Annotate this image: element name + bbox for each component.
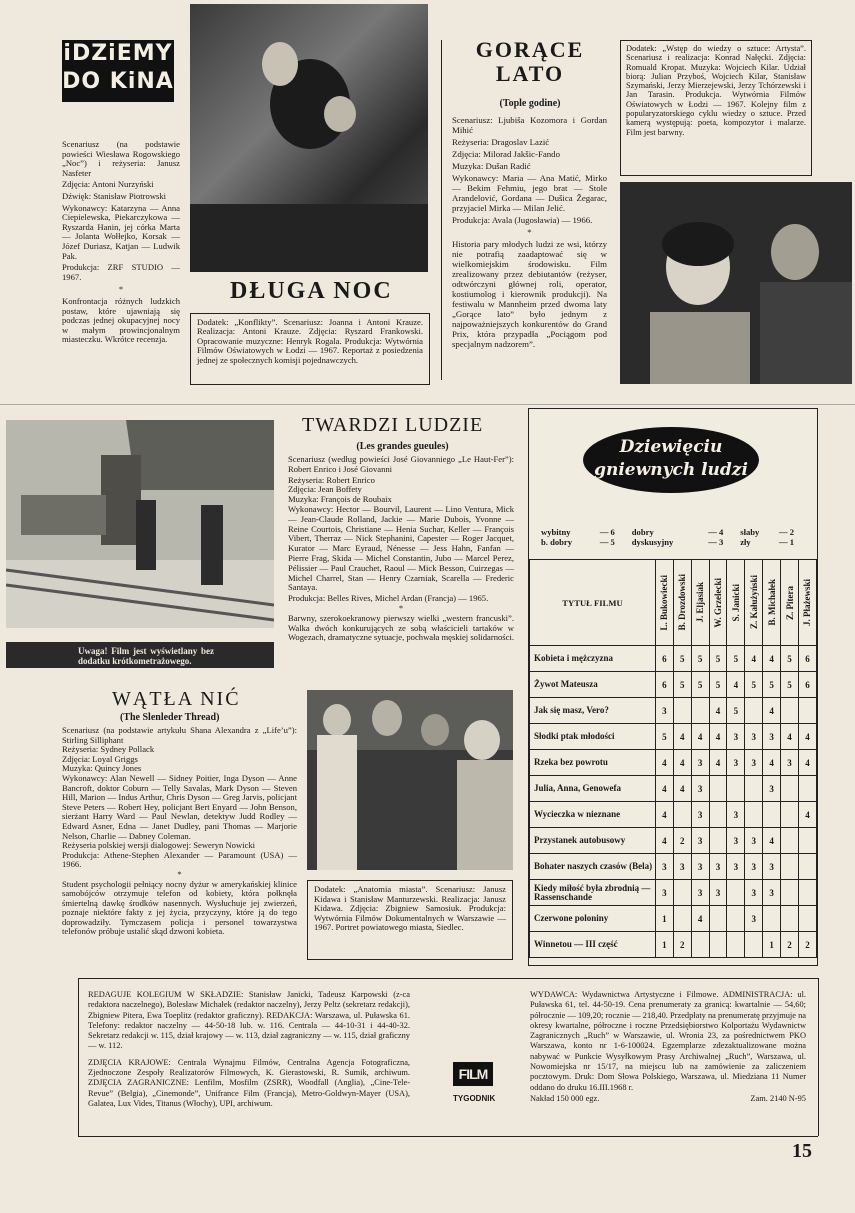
critic-name: B. Drozdowski (677, 574, 688, 631)
rating-score (709, 828, 727, 854)
rating-score (781, 880, 799, 906)
rating-score (798, 828, 816, 854)
tygodnik-label: TYGODNIK (453, 1094, 496, 1103)
rating-score: 5 (709, 646, 727, 672)
critic-name: W. Grzelecki (713, 577, 724, 628)
rating-score: 1 (655, 932, 673, 958)
rating-score: 5 (763, 672, 781, 698)
rating-film-title: Kobieta i mężczyzna (530, 646, 656, 672)
footer-logo (453, 1062, 496, 1103)
ratings-badge-line-2: gniewnych ludzi (594, 460, 748, 480)
rating-score (673, 880, 691, 906)
gorace-lato-title-line-1: GORĄCE (475, 37, 585, 62)
rating-score (781, 906, 799, 932)
legend-cell: b. dobry (541, 537, 573, 547)
rating-row (530, 880, 817, 906)
rating-film-title: Słodki ptak młodości (530, 724, 656, 750)
rating-score: 4 (691, 906, 709, 932)
twardzi-ludzie-zdjecia: Zdjęcia: Jean Boffety (288, 484, 362, 495)
gorace-lato-title (455, 38, 605, 86)
watla-nic-wykonawcy: Wykonawcy: Alan Newell — Sidney Poitier, Inga Dyson — Anne Bancroft, doktor Coburn — Telly Savalas, Mark Dyson — Steven Hill, Marion — Indus Arthur, Chris Dyson — Greg Jarvis, policjant Steve Peters — Robert Hey, policjant Bert Enyard — John Benson, sierżant Harry Ward — Paul Newlan, detektyw Judd Rodley — Edward Asner, Edna — Janet Dudley, pani Thomas — Marjorie Nelson, Charlie — Dabney Coleman. (62, 772, 297, 841)
dluga-noc-produkcja: Produkcja: ZRF STUDIO — 1967. (62, 262, 180, 282)
legend-cell: — 1 (779, 537, 795, 547)
dluga-noc-dzwiek: Dźwięk: Stanisław Piotrowski (62, 190, 167, 201)
gorace-lato-star: * (527, 227, 532, 237)
critic-name: B. Michałek (766, 579, 777, 626)
rating-score: 4 (655, 776, 673, 802)
footer-redakcja: REDAGUJE KOLEGIUM W SKŁADZIE: Stanisław Janicki, Tadeusz Karpowski (z-ca redaktora naczelnego), Bolesław Michałek (redaktor naczelny), Jerzy Peltz (sekretarz redakcji), Zbigniew Pitera, Ewa Toeplitz (redaktor graficzny). REDAKCJA: Warszawa, ul. Puławska 61. Telefony: redaktor naczelny — 44-50-18 lub. w. 116. Centrala — 44-10-31 i 44-40-32. Sekretarz redakcji w. 115, dział krajowy — w. 113, dział zagraniczny — w. 115, dział graficzny — w. 112. (88, 990, 410, 1051)
gorace-lato-zdjecia: Zdjęcia: Milorad Jakšic-Fando (452, 149, 560, 159)
dluga-noc-wykonawcy: Wykonawcy: Katarzyna — Anna Ciepielewska, Piekarczykowa — Ryszarda Hanin, jej córka Marta — Jolanta Wołłejko, Korsak — Józef Duriasz, Katjan — Ludwik Pak. (62, 202, 180, 261)
rating-score (745, 802, 763, 828)
critic-header (673, 560, 691, 646)
rating-score: 3 (727, 802, 745, 828)
rating-score: 4 (655, 802, 673, 828)
footer-zdjecia: ZDJĘCIA KRAJOWE: Centrala Wynajmu Filmów, Centralna Agencja Fotograficzna, Zjednoczone Zespoły Realizatorów Filmowych, K. Gierastowski, R. Sumik, archiwum. ZDJĘCIA ZAGRANICZNE: Lenfilm, Mosfilm (ZSRR), Woodfall (Anglia), „Cine-Tele-Revue” (Belgia), „Cinemonde”, Unifrance Film (Francja), Metro-Goldwyn-Mayer (USA), Galatea, Lux Vides, Titanus (Włochy), UPI, archiwum. (88, 1057, 410, 1108)
rating-score: 4 (745, 646, 763, 672)
twardzi-ludzie-uwaga (6, 642, 274, 668)
rating-score: 4 (763, 646, 781, 672)
watla-nic-opis: Student psychologii pełniący nocny dyżur w amerykańskiej klinice samobójców otrzymuje telefon od kobiety, która połknęła śmiertelną dawkę środków nasennych. Wysłuchuje jej zwierzeń, poznaje niektóre fakty z jej życia, przyczyny, które ją do tego doprowadziły. Tymczasem policja i personel towarzystwa telefonów próbuje ustalić skąd dzwoni kobieta. (62, 878, 297, 937)
rating-score: 2 (673, 828, 691, 854)
footer-wydawca: WYDAWCA: Wydawnictwa Artystyczne i Filmowe. ADMINISTRACJA: ul. Puławska 61, tel. 44-50-19. Cena prenumeraty za granicą: kwartalnie — 54,60; półrocznie — 109,20; rocznie — 218,40. Przedpłaty na prenumeratę przyjmuje na okresy kwartalne, półroczne i roczne Przedsiębiorstwo Kolportażu Wydawnictw Zagranicznych „Ruch” w Warszawie, ul. Wronia 23, za pośrednictwem PKO Warszawa, konto nr 1-6-100024. Egzemplarze zdezaktualizowane można nabywać w Punkcie Wysyłkowym Prasy Archiwalnej „Ruch”, Warszawa, ul. Nowomiejska nr 15/17, na miejscu lub na zamówienie za zaliczeniem pocztowym. Druk: Dom Słowa Polskiego, Warszawa, ul. Miedziana 11 Numer oddano do druku 16.III.1968 r. (530, 990, 806, 1092)
rating-score (763, 802, 781, 828)
rating-film-title: Julia, Anna, Genowefa (530, 776, 656, 802)
rating-score: 5 (727, 698, 745, 724)
rating-score: 4 (798, 724, 816, 750)
critic-header (745, 560, 763, 646)
rating-score: 3 (655, 698, 673, 724)
twardzi-ludzie-rezyseria: Reżyseria: Robert Enrico (288, 474, 375, 485)
rating-score: 5 (781, 646, 799, 672)
rating-score: 3 (763, 776, 781, 802)
twardzi-ludzie-title: TWARDZI LUDZIE (302, 414, 484, 436)
twardzi-ludzie-scenariusz: Scenariusz (według powieści José Giovanniego „Le Haut-Fer”): Robert Enrico i José Giovanni (288, 454, 514, 474)
rating-score: 3 (691, 828, 709, 854)
legend-row (539, 537, 809, 547)
twardzi-ludzie-produkcja: Produkcja: Belles Rives, Michel Ardan (Francja) — 1965. (288, 593, 489, 604)
critic-header (798, 560, 816, 646)
rating-score: 4 (798, 802, 816, 828)
rating-row (530, 854, 817, 880)
dluga-noc-zdjecia: Zdjęcia: Antoni Nurzyński (62, 179, 154, 190)
rating-row (530, 906, 817, 932)
gorace-lato-rezyseria: Reżyseria: Dragoslav Lazić (452, 137, 550, 147)
rating-film-title: Winnetou — III część (530, 932, 656, 958)
rating-score: 3 (727, 724, 745, 750)
rating-score: 1 (763, 932, 781, 958)
film-title-header: TYTUŁ FILMU (530, 560, 656, 646)
dluga-noc-title: DŁUGA NOC (230, 278, 393, 304)
rating-score: 3 (727, 750, 745, 776)
watla-nic-photo-figures (307, 690, 513, 870)
rating-score: 5 (727, 646, 745, 672)
legend-cell: zły (740, 537, 751, 547)
rating-score (673, 906, 691, 932)
rating-score: 5 (745, 672, 763, 698)
gorace-lato-wykonawcy: Wykonawcy: Maria — Ana Matić, Mirko — Bekim Fehmiu, jego brat — Stole Arandelović, Gordana — Dušica Žegarac, przyjaciel Mirka — Milan Jelić. (452, 173, 607, 213)
rating-score: 2 (673, 932, 691, 958)
critic-header (691, 560, 709, 646)
rating-score (798, 906, 816, 932)
rating-score: 6 (655, 646, 673, 672)
legend-cell: dobry (631, 527, 654, 537)
rating-score: 3 (691, 802, 709, 828)
rating-score: 3 (655, 880, 673, 906)
rating-score: 3 (745, 854, 763, 880)
ratings-table (529, 559, 817, 958)
rating-score (781, 854, 799, 880)
rating-score (745, 932, 763, 958)
rating-score: 4 (763, 750, 781, 776)
twardzi-ludzie-star: * (398, 602, 404, 613)
rating-score: 5 (709, 672, 727, 698)
footer-zam: Zam. 2140 N-95 (750, 1093, 806, 1103)
rating-score (781, 828, 799, 854)
rating-score: 2 (798, 932, 816, 958)
rating-score: 3 (745, 828, 763, 854)
critic-header (781, 560, 799, 646)
ratings-badge-line-1: Dziewięciu (619, 437, 723, 457)
rating-score (798, 698, 816, 724)
rating-score (709, 776, 727, 802)
rating-score: 3 (763, 854, 781, 880)
watla-nic-produkcja: Produkcja: Athene-Stephen Alexander — Paramount (USA) — 1966. (62, 849, 297, 870)
rating-score: 4 (691, 724, 709, 750)
watla-nic-rezyseria: Reżyseria: Sydney Pollack (62, 744, 155, 755)
rating-score (798, 880, 816, 906)
rating-score: 3 (745, 906, 763, 932)
legend-cell: słaby (740, 527, 760, 537)
gorace-lato-title-line-2: LATO (495, 61, 565, 86)
rating-score: 2 (781, 932, 799, 958)
legend-row (539, 527, 809, 537)
rating-score: 3 (745, 880, 763, 906)
section-header (62, 40, 174, 102)
legend-cell: — 2 (779, 527, 795, 537)
footer-naklad: Nakład 150 000 egz. (530, 1093, 600, 1103)
twardzi-ludzie-subtitle: (Les grandes gueules) (356, 441, 449, 452)
rating-row (530, 750, 817, 776)
page-number: 15 (792, 1140, 812, 1162)
rating-film-title: Bohater naszych czasów (Bela) (530, 854, 656, 880)
rating-score: 4 (709, 698, 727, 724)
rating-score (709, 932, 727, 958)
rating-film-title: Jak się masz, Vero? (530, 698, 656, 724)
rating-film-title: Przystanek autobusowy (530, 828, 656, 854)
rating-row (530, 698, 817, 724)
gorace-lato-subtitle: (Tople godine) (499, 98, 561, 109)
critic-name: S. Janicki (730, 583, 741, 622)
gorace-lato-dodatek-text: Dodatek: „Wstęp do wiedzy o sztuce: Artysta”. Scenariusz i realizacja: Konrad Nałęcki. Zdjęcia: Romuald Kropat. Muzyka: Wojciech Kilar. Udział biorą: Julian Przyboś, Wojciech Kilar, Stanisław Szymański, Jerzy Mierzejewski, Jerzy Tchórzewski i Jan Tarasin. Produkcja. Wytwórnia Filmów Oświatowych w Łodzi — 1967. Kolejny film z popularyzatorskiego cyklu wiedzy o sztuce. Przed kamerą występują: poeta, kompozytor i malarze. Film jest barwny. (626, 44, 806, 137)
rating-score (745, 698, 763, 724)
rating-score (781, 776, 799, 802)
rating-score: 3 (745, 724, 763, 750)
rating-film-title: Kiedy miłość była zbrodnią — Rassenschande (530, 880, 656, 906)
rating-row (530, 646, 817, 672)
watla-nic-rezyseria-pl: Reżyseria polskiej wersji dialogowej: Seweryn Nowicki (62, 840, 256, 851)
rating-score (727, 776, 745, 802)
rating-score (781, 698, 799, 724)
gorace-lato-opis: Historia pary młodych ludzi ze wsi, którzy nie potrafią zaadaptować się w wielkomiejskim środowisku. Film zrealizowany przez debiutantów (reżyser, odtwórczyni głównej roli, operator, kostiumolog i kierownik produkcji). Na festiwalu w Mannheim przed dwoma laty „Gorące lato” było jednym z najpoważniejszych konkurentów do Grand Prix, która przypadła „Pociągom pod specjalnym nadzorem”. (452, 239, 607, 349)
rating-row (530, 776, 817, 802)
rating-score: 3 (691, 750, 709, 776)
legend-cell: — 4 (708, 527, 724, 537)
rating-score: 1 (655, 906, 673, 932)
rating-score: 5 (691, 672, 709, 698)
rating-row (530, 724, 817, 750)
rating-score (781, 802, 799, 828)
critic-name: L. Bukowiecki (659, 574, 670, 631)
rating-score: 3 (673, 854, 691, 880)
film-logo: FILM (453, 1062, 493, 1086)
rating-score: 4 (727, 672, 745, 698)
gorace-lato-produkcja: Produkcja: Avala (Jugosławia) — 1966. (452, 215, 593, 225)
gorace-lato-dodatek (620, 40, 812, 176)
rating-score: 3 (727, 854, 745, 880)
rating-score (691, 698, 709, 724)
footer-right (530, 990, 806, 1104)
dluga-noc-dodatek (190, 313, 430, 385)
rating-score (745, 776, 763, 802)
rating-score: 5 (673, 646, 691, 672)
rating-score: 4 (709, 750, 727, 776)
critic-name: J. Eljasiak (695, 582, 706, 623)
twardzi-ludzie-wykonawcy: Wykonawcy: Hector — Bourvil, Laurent — Lino Ventura, Mick — Jean-Claude Rolland, Jackie — Marie Dubois, Yvonne — Reine Courtois, Christiane — Henia Suchar, Keller — François Vibert, Therraz — Nick Stephanini, Capester — Roger Jacquet, Kurator — Marc Eyraud, Nénesse — Jess Hahn, Fanfan — Pierre Frag, Skida — Michel Constantin, Jubo — Marcel Perez, Pélissier — Paul Crauchet, Raoul — Mick Besson, Cuirzegas — Michel Charrel, Stan — Henry Czarniak, Scarella — Frederic Santaya. (288, 503, 514, 593)
dluga-noc-dodatek-text: Dodatek: „Konflikty”. Scenariusz: Joanna i Antoni Krauze. Realizacja: Antoni Krauze. Zdjęcia: Ryszard Frankowski. Opracowanie muzyczne: Henryk Rogala. Produkcja: Wytwórnia Filmów Oświatowych w Łodzi — 1967. Reportaż z posiedzenia jednej ze społecznych komisji pojednawczych. (197, 317, 423, 365)
rating-score (709, 906, 727, 932)
critic-name: Z. Pitera (784, 585, 795, 620)
watla-nic-photo (307, 690, 513, 870)
ratings-legend (539, 527, 809, 547)
legend-cell: — 3 (708, 537, 724, 547)
twardzi-ludzie-photo-scene (6, 420, 274, 628)
rating-score: 5 (691, 646, 709, 672)
rating-score: 6 (798, 646, 816, 672)
watla-nic-dodatek (307, 880, 513, 960)
critic-name: Z. Kałużyński (748, 575, 759, 630)
gorace-lato-photo-figures (620, 182, 852, 384)
gorace-lato-body (452, 115, 607, 349)
section-title-line-2: DO KiNA (62, 69, 174, 94)
rating-score: 3 (745, 750, 763, 776)
rating-score: 4 (673, 724, 691, 750)
legend-cell: dyskusyjny (631, 537, 674, 547)
rating-score: 4 (673, 776, 691, 802)
rating-score: 3 (691, 880, 709, 906)
critic-header (763, 560, 781, 646)
ratings-panel (528, 408, 818, 966)
watla-nic-subtitle: (The Slenleder Thread) (120, 712, 220, 723)
twardzi-ludzie-opis: Barwny, szerokoekranowy pierwszy wielki „western francuski”. Walka dwóch konkurujących ze sobą właścicieli tartaków w Wogezach, dramatyczne sytuacje, pochwała męskiej solidarności. (288, 612, 514, 643)
rating-score: 4 (763, 828, 781, 854)
rating-score: 4 (655, 750, 673, 776)
critic-header (709, 560, 727, 646)
critic-name: J. Płażewski (802, 579, 813, 626)
dluga-noc-credits (62, 140, 180, 345)
twardzi-ludzie-photo (6, 420, 274, 628)
critic-header (655, 560, 673, 646)
rating-score: 5 (655, 724, 673, 750)
rating-film-title: Rzeka bez powrotu (530, 750, 656, 776)
watla-nic-body (62, 726, 297, 937)
rating-score (673, 802, 691, 828)
watla-nic-title: WĄTŁA NIĆ (112, 688, 241, 710)
critic-header (727, 560, 745, 646)
rating-score: 5 (673, 672, 691, 698)
dluga-noc-photo-figures (190, 4, 428, 272)
rating-film-title: Żywot Mateusza (530, 672, 656, 698)
dluga-noc-opis: Konfrontacja różnych ludzkich postaw, które ujawniają się podczas jednej okupacyjnej nocy w małym prowincjonalnym miasteczku. Wkrótce recenzja. (62, 295, 180, 345)
rating-score (727, 906, 745, 932)
rating-score: 3 (763, 724, 781, 750)
legend-cell: wybitny (541, 527, 571, 537)
gorace-lato-photo (620, 182, 852, 384)
rating-score: 3 (691, 776, 709, 802)
rating-score: 4 (798, 750, 816, 776)
rating-score (709, 802, 727, 828)
gorace-lato-muzyka: Muzyka: Dušan Radić (452, 161, 531, 171)
rating-score: 3 (727, 828, 745, 854)
rating-score: 5 (781, 672, 799, 698)
rating-score (691, 932, 709, 958)
legend-cell: — 5 (599, 537, 615, 547)
rating-score: 3 (763, 880, 781, 906)
dluga-noc-star: * (118, 284, 124, 295)
section-title-line-1: iDZiEMY (63, 41, 173, 66)
watla-nic-scenariusz: Scenariusz (na podstawie artykułu Shana Alexandra z „Life’u”): Stirling Silliphant (62, 725, 297, 745)
rating-row (530, 672, 817, 698)
twardzi-ludzie-muzyka: Muzyka: François de Roubaix (288, 494, 392, 505)
rating-score (798, 776, 816, 802)
watla-nic-star: * (177, 868, 182, 879)
rating-film-title: Wycieczka w nieznane (530, 802, 656, 828)
dluga-noc-photo (190, 4, 428, 272)
watla-nic-zdjecia: Zdjęcia: Loyal Griggs (62, 753, 138, 764)
twardzi-ludzie-body (288, 455, 514, 643)
rating-score (798, 854, 816, 880)
rating-score (673, 698, 691, 724)
rating-score: 3 (709, 854, 727, 880)
rating-row (530, 802, 817, 828)
rating-score: 6 (655, 672, 673, 698)
watla-nic-muzyka: Muzyka: Quincy Jones (62, 763, 142, 774)
rating-row (530, 932, 817, 958)
dluga-noc-scenariusz: Scenariusz (na podstawie powieści Wiesława Rogowskiego „Noc”) i reżyseria: Janusz Nasfeter (62, 139, 180, 178)
ratings-badge (583, 427, 759, 493)
rating-film-title: Czerwone poloniny (530, 906, 656, 932)
rating-score: 3 (691, 854, 709, 880)
rating-score: 3 (655, 854, 673, 880)
rating-score: 4 (781, 724, 799, 750)
twardzi-ludzie-uwaga-text: Uwaga! Film jest wyświetlany bez dodatku krótkometrażowego. (78, 646, 214, 666)
rating-score (763, 906, 781, 932)
legend-cell: — 6 (599, 527, 615, 537)
gorace-lato-scenariusz: Scenariusz: Ljubiša Kozomora i Gordan Mihić (452, 115, 607, 135)
watla-nic-dodatek-text: Dodatek: „Anatomia miasta”. Scenariusz: Janusz Kidawa i Stanisław Manturzewski. Realizacja: Janusz Kidawa. Zdjęcia: Zbigniew Samosiuk. Produkcja: Wytwórnia Filmów Dokumentalnych w Warszawie — 1967. Portret powiatowego miasta, Siedlec. (314, 884, 506, 933)
footer-left (88, 990, 410, 1109)
rating-score (727, 880, 745, 906)
rating-score: 4 (673, 750, 691, 776)
rating-score: 4 (763, 698, 781, 724)
rating-score: 4 (709, 724, 727, 750)
rating-score (727, 932, 745, 958)
rating-score: 6 (798, 672, 816, 698)
rating-score: 4 (655, 828, 673, 854)
rating-score: 3 (781, 750, 799, 776)
rating-row (530, 828, 817, 854)
rating-score: 3 (709, 880, 727, 906)
